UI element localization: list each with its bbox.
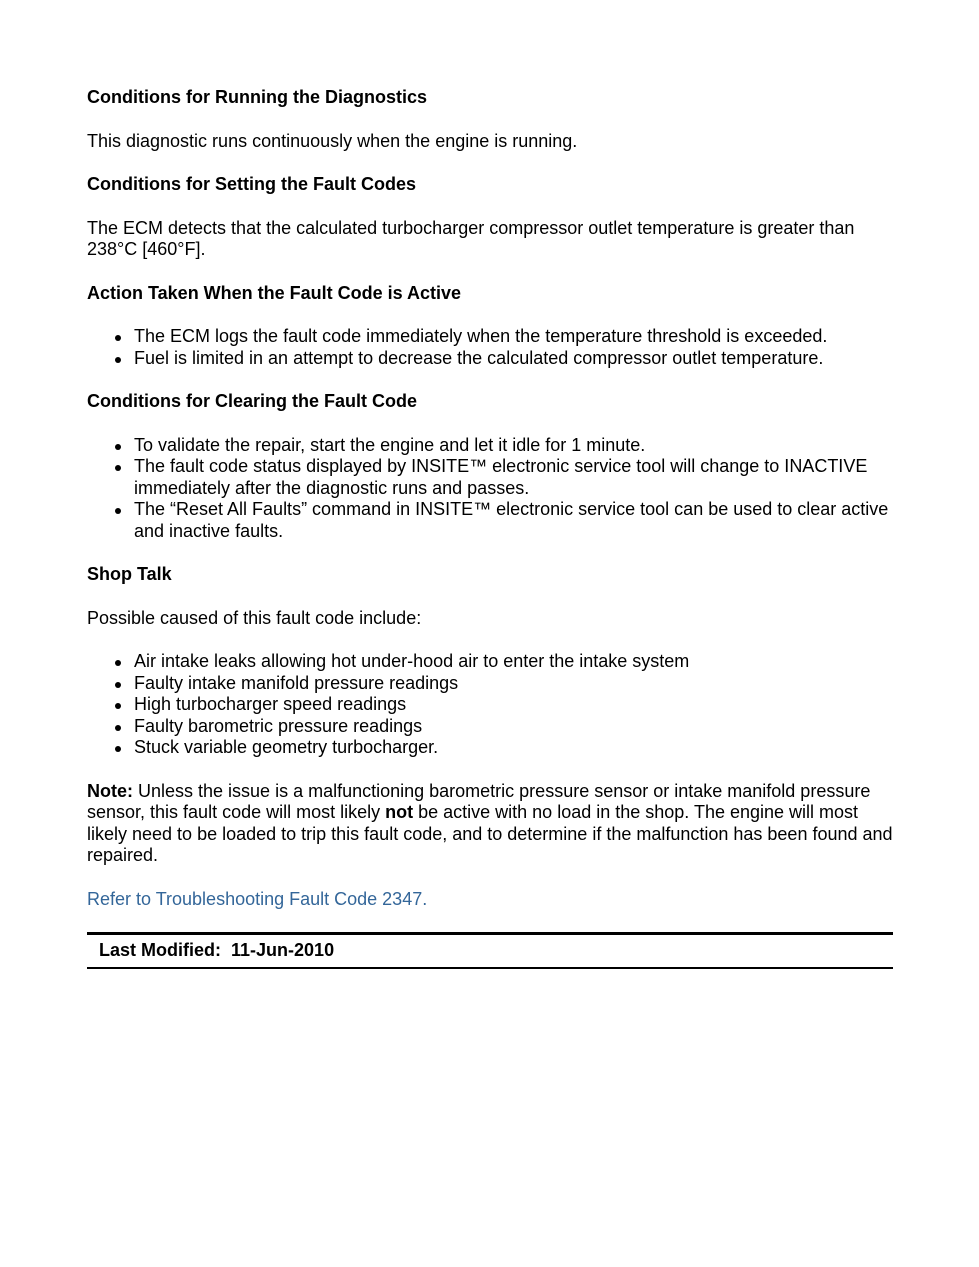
list-item: Faulty barometric pressure readings — [134, 716, 893, 738]
shop-talk-intro: Possible caused of this fault code include: — [87, 607, 422, 628]
note-label: Note: — [87, 780, 133, 801]
clearing-fault-code-list — [87, 435, 893, 543]
shop-talk-list — [87, 651, 893, 759]
note-paragraph — [87, 781, 893, 867]
heading-clearing-fault-code: Conditions for Clearing the Fault Code — [87, 391, 417, 411]
list-item: Fuel is limited in an attempt to decrease the calculated compressor outlet temperature. — [134, 348, 893, 370]
last-modified-bar — [87, 932, 893, 969]
list-item: Faulty intake manifold pressure readings — [134, 673, 893, 695]
running-diagnostics-text: This diagnostic runs continuously when the engine is running. — [87, 130, 578, 151]
list-item: Stuck variable geometry turbocharger. — [134, 737, 893, 759]
heading-action-taken: Action Taken When the Fault Code is Active — [87, 282, 462, 303]
list-item: The “Reset All Faults” command in INSITE™ electronic service tool can be used to clear active and inactive faults. — [134, 499, 893, 542]
heading-setting-fault-codes: Conditions for Setting the Fault Codes — [87, 174, 416, 194]
troubleshooting-link[interactable]: Refer to Troubleshooting Fault Code 2347. — [87, 888, 428, 909]
last-modified-label: Last Modified: — [99, 940, 221, 960]
list-item: Air intake leaks allowing hot under-hood air to enter the intake system — [134, 651, 893, 673]
list-item: To validate the repair, start the engine and let it idle for 1 minute. — [134, 435, 893, 457]
note-text-before: Unless the issue is a malfunctioning barometric pressure sensor or intake manifold pressure sensor, this fault code will most likely — [87, 780, 871, 822]
heading-running-diagnostics: Conditions for Running the Diagnostics — [87, 87, 427, 107]
list-item: The ECM logs the fault code immediately when the temperature threshold is exceeded. — [134, 326, 893, 348]
note-text-after: be active with no load in the shop. The engine will most likely need to be loaded to trip this fault code, and to determine if the malfunction has been found and repaired. — [87, 802, 893, 865]
setting-fault-codes-text: The ECM detects that the calculated turbocharger compressor outlet temperature is greater than 238°C [460°F]. — [87, 217, 855, 259]
action-taken-list — [87, 326, 893, 369]
list-item: The fault code status displayed by INSITE™ electronic service tool will change to INACTIVE immediately after the diagnostic runs and passes. — [134, 456, 893, 499]
last-modified-date: 11-Jun-2010 — [231, 940, 335, 960]
note-emphasis: not — [385, 802, 414, 822]
list-item: High turbocharger speed readings — [134, 694, 893, 716]
heading-shop-talk: Shop Talk — [87, 564, 172, 584]
